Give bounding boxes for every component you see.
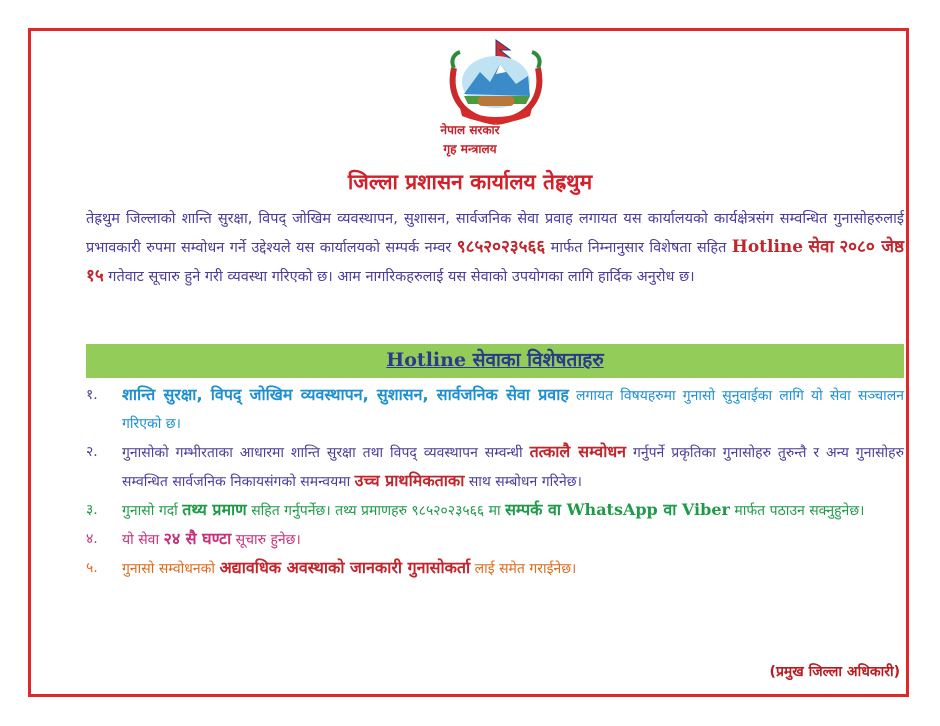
feature-text: मार्फत पठाउन सक्नुहुनेछ। bbox=[734, 503, 865, 519]
feature-text: साथ सम्बोधन गरिनेछ। bbox=[468, 474, 582, 490]
start-date: २०८० जेष्ठ १५ bbox=[86, 237, 905, 286]
ministry-name: गृह मन्त्रालय bbox=[443, 142, 497, 156]
features-title: Hotline सेवाका विशेषताहरु bbox=[386, 349, 604, 371]
feature-text: लगायत विषयहरुमा गुनासो सुनुवाईका लागि यो सेवा सञ्चालन गरिएको छ। bbox=[122, 388, 905, 432]
feature-item-2 bbox=[86, 438, 904, 496]
office-title: जिल्ला प्रशासन कार्यालय तेह्रथुम bbox=[347, 170, 593, 194]
feature-item-5 bbox=[86, 554, 904, 583]
feature-highlight: अद्यावधिक अवस्थाको जानकारी गुनासोकर्ता bbox=[219, 558, 471, 577]
feature-highlight: तथ्य प्रमाण bbox=[182, 500, 247, 519]
feature-item-4 bbox=[86, 525, 904, 554]
feature-number: २. bbox=[86, 444, 98, 460]
feature-number: ४. bbox=[86, 531, 98, 547]
government-name: नेपाल सरकार bbox=[440, 123, 500, 137]
feature-text: गुनासो सम्वोधनको bbox=[122, 561, 215, 577]
feature-highlight: तत्कालै सम्वोधन bbox=[529, 442, 627, 461]
feature-text: यो सेवा bbox=[122, 532, 160, 548]
seva-label: सेवा bbox=[808, 237, 834, 257]
features-header-bar bbox=[86, 344, 904, 378]
feature-text: सूचारु हुनेछ। bbox=[235, 532, 301, 548]
intro-text-2: मार्फत निम्नानुसार विशेषता सहित bbox=[550, 240, 727, 256]
signature-line: (प्रमुख जिल्ला अधिकारी) bbox=[769, 664, 900, 680]
feature-highlight: २४ सै घण्टा bbox=[163, 529, 232, 548]
phone-number: ९८५२०२३५६६ bbox=[456, 237, 546, 257]
feature-highlight: उच्च प्राथमिकताका bbox=[354, 471, 465, 490]
government-header bbox=[0, 123, 940, 161]
feature-number: ५. bbox=[86, 560, 98, 576]
feature-text: गर्नुपर्ने प्रकृतिका गुनासोहरु तुरुन्तै र अन्य गुनासोहरु सम्वन्धित सार्वजनिक निकायसंगको समन्वयमा bbox=[122, 445, 904, 490]
feature-item-1 bbox=[86, 381, 904, 438]
features-list bbox=[86, 381, 904, 583]
feature-highlight: शान्ति सुरक्षा, विपद् जोखिम व्यवस्थापन, सुशासन, सार्वजनिक सेवा प्रवाह bbox=[122, 385, 569, 404]
nepal-government-emblem-icon bbox=[440, 38, 552, 128]
feature-number: १. bbox=[86, 387, 98, 403]
hotline-label: Hotline bbox=[731, 237, 804, 257]
feature-highlight: सम्पर्क वा WhatsApp वा Viber bbox=[505, 500, 730, 519]
intro-paragraph bbox=[86, 205, 904, 291]
feature-text: लाई समेत गराईनेछ। bbox=[474, 561, 577, 577]
intro-text-3: गतेवाट सूचारु हुने गरी व्यवस्था गरिएको छ। आम नागरिकहरुलाई यस सेवाको उपयोगका लागि हार्दिक अनुरोध छ। bbox=[108, 269, 695, 285]
feature-item-3 bbox=[86, 496, 904, 525]
feature-text: गुनासोको गम्भीरताका आधारमा शान्ति सुरक्षा तथा विपद् व्यवस्थापन सम्वन्धी bbox=[122, 445, 523, 461]
feature-text: सहित गर्नुपर्नेछ। तथ्य प्रमाणहरु ९८५२०२३५६६ मा bbox=[251, 503, 501, 519]
feature-text: गुनासो गर्दा bbox=[122, 503, 178, 519]
intro-text-1: तेह्रथुम जिल्लाको शान्ति सुरक्षा, विपद् जोखिम व्यवस्थापन, सुशासन, सार्वजनिक सेवा प्रवाह लगायत यस कार्यालयको कार्यक्षेत्रसंग सम्वन्धित गुनासोहरुलाई प्रभावकारी रुपमा सम्वोधन गर्ने उद्देश्यले यस कार्यालयको सम्पर्क नम्वर bbox=[86, 211, 904, 256]
feature-number: ३. bbox=[86, 502, 98, 518]
